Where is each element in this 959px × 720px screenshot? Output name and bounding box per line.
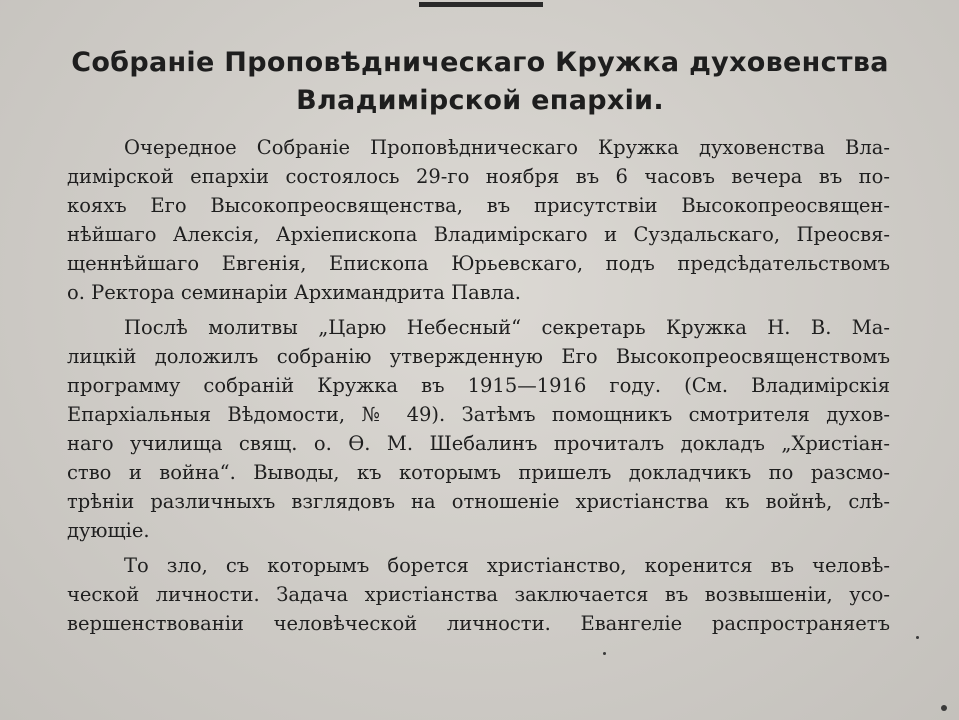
paper-speck bbox=[603, 652, 606, 655]
paragraph-1-line: кояхъ Его Высокопреосвященства, въ присутствіи Высокопреосвящен- bbox=[67, 194, 890, 217]
paragraph-2-line: Послѣ молитвы „Царю Небесный“ секретарь Кружка Н. В. Ма- bbox=[124, 316, 890, 339]
paragraph-1-line: щеннѣйшаго Евгенія, Епископа Юрьевскаго, подъ предсѣдательствомъ bbox=[67, 252, 890, 275]
paragraph-2-line: лицкій доложилъ собранію утвержденную Его Высокопреосвященствомъ bbox=[67, 345, 890, 368]
paper-speck bbox=[916, 636, 919, 639]
top-rule bbox=[419, 2, 543, 7]
paragraph-3-line: вершенствованіи человѣческой личности. Евангеліе распространяетъ bbox=[67, 612, 890, 635]
paragraph-2-line: трѣніи различныхъ взглядовъ на отношеніе христіанства къ войнѣ, слѣ- bbox=[67, 490, 890, 513]
paragraph-2-line: наго училища свящ. о. Ѳ. М. Шебалинъ прочиталъ докладъ „Христіан- bbox=[67, 432, 890, 455]
paragraph-2-line: дующіе. bbox=[67, 519, 150, 542]
paragraph-1-line: Очередное Собраніе Проповѣдническаго Кружка духовенства Вла- bbox=[124, 136, 890, 159]
article-title-line-2: Владимірской епархіи. bbox=[296, 85, 664, 116]
paragraph-1-line: димірской епархіи состоялось 29-го ноября въ 6 часовъ вечера въ по- bbox=[67, 165, 890, 188]
paragraph-2-line: программу собраній Кружка въ 1915—1916 году. (См. Владимірскія bbox=[67, 374, 890, 397]
paragraph-2-line: Епархіальныя Вѣдомости, № 49). Затѣмъ помощникъ смотрителя духов- bbox=[67, 403, 890, 426]
paragraph-2-line: ство и война“. Выводы, къ которымъ пришелъ докладчикъ по разсмо- bbox=[67, 461, 890, 484]
article-title-line-1: Собраніе Проповѣдническаго Кружка духовенства bbox=[71, 47, 889, 78]
paper-speck bbox=[941, 705, 947, 711]
paragraph-3-line: ческой личности. Задача христіанства заключается въ возвышеніи, усо- bbox=[67, 583, 890, 606]
paragraph-3-line: То зло, съ которымъ борется христіанство, коренится въ человѣ- bbox=[124, 554, 890, 577]
paragraph-1-line: о. Ректора семинаріи Архимандрита Павла. bbox=[67, 281, 521, 304]
paragraph-1-line: нѣйшаго Алексія, Архіепископа Владимірскаго и Суздальскаго, Преосвя- bbox=[67, 223, 890, 246]
